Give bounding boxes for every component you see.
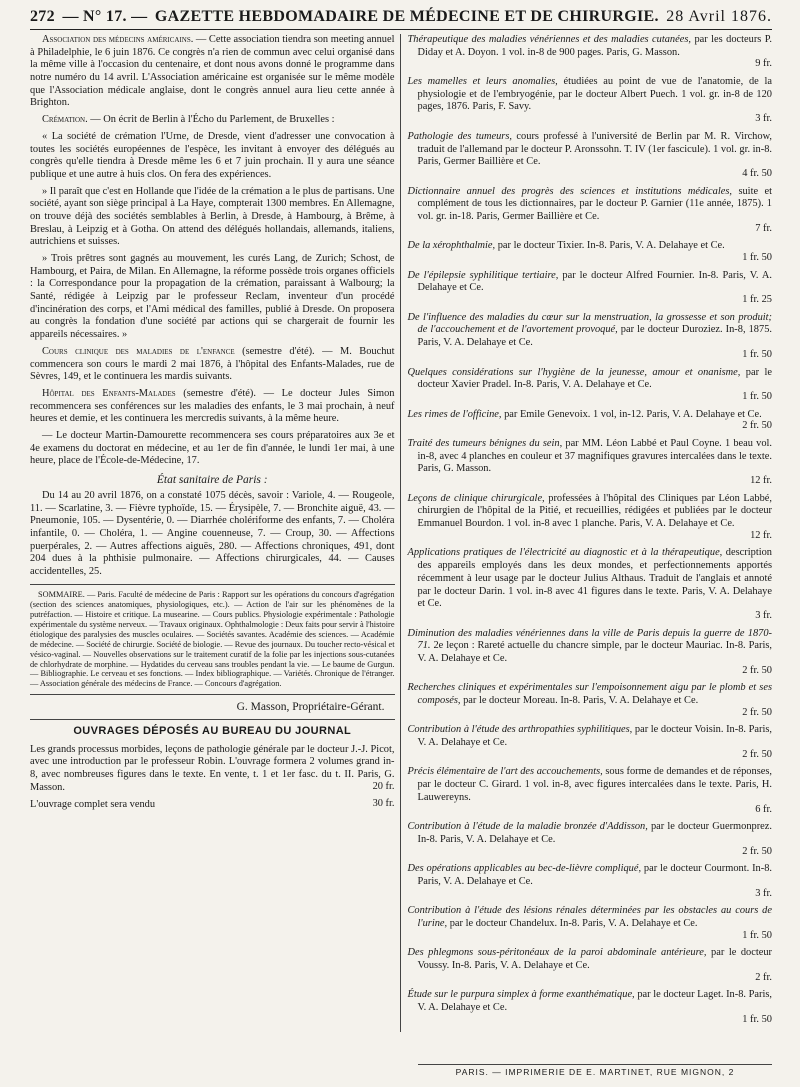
paragraph-etat-sanitaire: Du 14 au 20 avril 1876, on a constaté 1075 décès, savoir : Variole, 4. — Rougeole, 11. — Scarlatine, 3. — Fièvre typhoïde, 15. — Érysipèle, 7. — Bronchite aiguë, 43. — Pneumonie, 105. — Dysentérie, 0. — Diarrhée cholériforme des enfants, 7. — Choléra infantile, 0. — Choléra, 1. — Angine couenneuse, 7. — Croup, 30. — Affections puerpérales, 2. — Autres affections aiguës, 280. — Affections chroniques, 491, dont 204 dues à la phthisie pulmonaire. — Affections chirurgicales, 44. — Causes accidentelles, 25. [30,490,395,578]
book-title: De la xérophthalmie, [407,240,496,252]
paragraph-text: — Le docteur Martin-Damourette recommencera ses cours préparatoires aux 3e et 4e examens du doctorat en médecine, et au 1er de fin d'année, le lundi 1er mai, à une heure, place de l'École-de-Médecine, 17. [30,429,395,467]
book-title: Pathologie des tumeurs, [407,130,512,142]
book-price: 6 fr. [755,803,772,815]
book-price: 2 fr. 50 [742,748,772,760]
book-details: suite et complément de tous les dictionnaires, par le docteur P. Garnier (11e année, 1875). 1 vol. gr. in-18. Paris, Germer Baillière et Ce. [417,185,772,222]
section-lead: Hôpital des Enfants-Malades [42,387,176,399]
book-entry [408,240,773,264]
left-column [30,34,400,1032]
book-price: 12 fr. [750,475,772,486]
book-details: étudiées au point de vue de l'anatomie, de la physiologie et de l'embryogénie, par le docteur Albert Puech. 1 vol. gr. in-8 de 120 pages, 1876. Paris, F. Savy. [417,76,772,113]
issue-number: — N° 17. — [62,8,148,25]
book-title: Thérapeutique des maladies vénériennes et des maladies cutanées, [407,34,691,45]
book-entry [408,947,773,984]
book-price: 2 fr. 50 [742,706,772,718]
book-entry [408,724,773,761]
book-entry [408,682,773,719]
book-title: Applications pratiques de l'électricité au diagnostic et à la thérapeutique, [407,547,723,559]
book-details: par le docteur Guermonprez. In-8. Paris, V. A. Delahaye et Ce. [417,821,772,845]
book-price: 12 fr. [750,529,772,541]
book-details: par le docteur Chandelux. In-8. Paris, V. A. Delahaye et Ce. [447,918,698,929]
book-details: par le docteur Voisin. In-8. Paris, V. A. Delahaye et Ce. [417,724,773,749]
ouvrage-price: 30 fr. [372,797,395,809]
book-entry [408,409,773,433]
ouvrage-entry [30,744,395,795]
sommaire: SOMMAIRE. — Paris. Faculté de médecine de Paris : Rapport sur les opérations du concours d'agrégation (section des sciences anatomiques, physiologiques, etc.). — Action de l'air sur les phénomènes de la putréfaction. — Histoire et critique. La musearine. — Cours publics. Physiologie expérimentale : Pathologie expérimentale du système nerveux. — Travaux originaux. Ophthalmologie : Deux faits pour servir à l'histoire étiologique des paralysies des muscles oculaires. — Sociétés savantes. Académie des sciences. — Académie de médecine. — Société de chirurgie. Société de biologie. — Revue des journaux. Du toucher recto-vésical et vésico-vaginal. — Nouvelles observations sur le traitement curatif de la folie par les injections sous-cutanées de chlorhydrate de morphine. — Hydatides du cerveau sans troubles pendant la vie. — Le baume de Gurgun. — Bibliographie. Le cerveau et ses fonctions. — Index bibliographique. — Variétés. Chronique de l'étranger. — Association générale des médecins de France. — Concours d'agrégation. [30,589,395,689]
book-title: Les mamelles et leurs anomalies, [407,76,558,88]
book-entry [408,547,773,622]
book-entry [408,76,773,126]
ouvrage-text: Les grands processus morbides, leçons de pathologie générale par le docteur J.-J. Picot, avec une introduction par le professeur Robin. L'ouvrage formera 2 volumes grand in-8, avec nombreuses figures dans le texte. En vente, t. 1 et 1er fasc. du t. II. Paris, G. Masson. [30,743,395,793]
paragraph-text: (semestre d'été). — M. Bouchut commencera son cours le mardi 2 mai 1876, à l'hôpital des Enfants-Malades, rue de Sèvres, 149, et le continuera les mardis suivants. [30,345,395,383]
book-details: description des appareils employés dans les deux mondes, et perfectionnements apportés récemment à leur usage par le docteur Julius Althaus. Traduit de l'anglais et annoté par le docteur Darin. 1 vol. in-8 avec 41 figures dans le texte. Paris, V. A. Delahaye et Ce. [417,547,772,610]
section-lead: Cours clinique des maladies de l'enfance [42,345,235,357]
right-column [400,34,773,1032]
book-details: cours professé à l'université de Berlin par M. R. Virchow, traduit de l'allemand par le docteur P. Aronssohn. T. IV (1er fascicule). 1 vol. gr. in-8. Paris, Germer Baillière et Ce. [417,130,772,168]
book-entry [408,312,773,362]
book-entry [408,989,773,1026]
book-details: par MM. Léon Labbé et Paul Coyne. 1 beau vol. in-8, avec 4 planches en couleur et 37 magnifiques gravures intercalées dans le texte. Paris, G. Masson. [417,437,772,475]
ouvrage-entry [30,799,395,812]
book-details: par le docteur Voussy. In-8. Paris, V. A. Delahaye et Ce. [417,947,772,972]
book-details: 2e leçon : Rareté actuelle du chancre simple, par le docteur Mauriac. In-8. Paris, V. A. Delahaye et Ce. [417,640,772,664]
book-price: 1 fr. 50 [742,1013,772,1025]
section-lead: Association des médecins américains. [42,34,194,45]
book-title: Dictionnaire annuel des progrès des sciences et institutions médicales, [407,185,733,197]
book-title: Précis élémentaire de l'art des accouchements, [407,766,603,778]
printer-footer: PARIS. — IMPRIMERIE DE E. MARTINET, RUE MIGNON, 2 [418,1064,772,1077]
paragraph-text: » Il paraît que c'est en Hollande que l'idée de la crémation a le plus de partisans. Une société, ayant son siège principal à La Haye, compterait 1300 membres. En Allemagne, on trouve déjà des sociétés semblables à Berlin, à Dresde, à Hambourg, à Brême, à Breslau, à Leipzig et à Gotha. On attend des délégués hollandais, allemands, italiens, autrichiens et suisses. [30,185,395,248]
book-price: 3 fr. [755,609,772,621]
book-title: Contribution à l'étude des arthropathies syphilitiques, [407,724,633,736]
book-title: Diminution des maladies vénériennes dans la ville de Paris depuis la guerre de 1870-71. [407,627,772,652]
book-title: Des opérations applicables au bec-de-lièvre compliqué, [407,863,642,875]
paragraph-hospital [30,388,395,426]
book-details: par Emile Genevoix. 1 vol, in-12. Paris, V. A. Delahaye et Ce. [501,408,762,420]
book-price: 2 fr. 50 [742,420,772,432]
book-entry [408,863,773,900]
book-title: Contribution à l'étude des lésions rénales déterminées par les obstacles au cours de l'urine, [407,905,772,929]
book-price: 2 fr. [755,971,772,983]
book-details: par le docteur Laget. In-8. Paris, V. A. Delahaye et Ce. [417,989,773,1014]
issue-date: 28 Avril 1876. [666,8,772,25]
paragraph-text: — Cette association tiendra son meeting annuel à Philadelphie, le 6 juin 1876. Ce congrès n'a rien de commun avec celui organisé dans la même ville à l'occasion du centenaire, et dont nous avons donné le programme dans notre numéro du 14 avril. L'Association américaine est organisée sur le même modèle que l'Association médicale anglaise, dont le congrès annuel aura lieu cette année à Brighton. [30,34,395,109]
section-lead: Crémation. [42,114,88,126]
book-title: Quelques considérations sur l'hygiène de la jeunesse, amour et onanisme, [407,366,741,378]
page-number: 272 [30,8,55,25]
book-price: 9 fr. [755,58,772,70]
book-price: 7 fr. [755,222,772,234]
book-details: par le docteur Xavier Pradel. In-8. Paris, V. A. Delahaye et Ce. [417,366,772,391]
book-price: 2 fr. 50 [742,845,772,857]
book-details: professées à l'hôpital des Cliniques par Léon Labbé, chirurgien de l'hôpital de la Pitié, et recueillies, rédigées et publiées par le docteur Emmanuel Bourdon. 1 vol. in-8 avec 1 planche. Paris, V. A. Delahaye et Ce. [417,492,772,530]
book-entry [408,270,773,307]
book-price: 3 fr. [755,113,772,125]
book-price: 3 fr. [755,887,772,899]
signature: G. Masson, Propriétaire-Gérant. [236,701,385,714]
book-price: 1 fr. 25 [742,294,772,306]
book-title: Des phlegmons sous-péritonéaux de la paroi abdominale antérieure, [407,947,707,959]
book-entry [408,367,773,404]
divider [30,584,395,585]
book-title: De l'influence des maladies du cœur sur la menstruation, la grossesse et son produit; de l'accouchement et de l'avortement provoqué, [407,311,772,336]
paragraph-text: (semestre d'été). — Le docteur Jules Simon recommencera ses conférences sur les maladies des enfants, le 3 mai prochain, à neuf heures et demie, et les continuera les mercredis suivants, à la même heure. [30,387,395,425]
paragraph-text: — On écrit de Berlin à l'Écho du Parlement, de Bruxelles : [87,114,335,126]
book-details: par le docteur Tixier. In-8. Paris, V. A. Delahaye et Ce. [495,240,725,252]
book-price: 1 fr. 50 [742,252,772,263]
book-price: 1 fr. 50 [742,348,772,360]
book-details: sous forme de demandes et de réponses, par le docteur C. Girard. 1 vol. in-8, avec figures intercalées dans le texte. Paris, H. Lauwereyns. [417,766,772,803]
book-details: par le docteur Moreau. In-8. Paris, V. A. Delahaye et Ce. [460,695,699,706]
book-title: Traité des tumeurs bénignes du sein, [407,437,563,449]
book-details: par les docteurs P. Diday et A. Doyon. 1 vol. in-8 de 900 pages. Paris, G. Masson. [417,34,772,58]
ouvrage-text: L'ouvrage complet sera vendu [30,798,156,810]
ouvrages-title: OUVRAGES DÉPOSÉS AU BUREAU DU JOURNAL [73,725,352,738]
book-entry [408,186,773,236]
divider [30,694,395,695]
book-title: De l'épilepsie syphilitique tertiaire, [407,269,559,281]
paragraph-text: « La société de crémation l'Urne, de Dresde, vient d'adresser une convocation à toutes les sociétés européennes de l'espèce, les invitant à envoyer des délégués au congrès qu'elle tiendra à Dresde même les 6 et 7 juin prochain. Il y aura une séance publique et une autre à huis clos. On fera des expériences. [30,130,395,180]
book-details: par le docteur Duroziez. In-8, 1875. Paris, V. A. Delahaye et Ce. [417,324,772,349]
book-entry [408,766,773,816]
book-title: Contribution à l'étude de la maladie bronzée d'Addisson, [407,821,648,833]
divider [30,719,395,720]
section-title-etat-sanitaire: État sanitaire de Paris : [156,474,268,486]
paragraph-text: » Trois prêtres sont gagnés au mouvement, les curés Lang, de Zurich; Schost, de Hambourg, et Paira, de Milan. En Allemagne, la réforme possède trois organes officiels : la Correspondance pour la propagation de la crémation, paraissant à Walbourg; la Santé, rédigée à Leipzig par le professeur Reclam, inventeur d'un procédé d'incinération des corps, et l'Ami médical des familles, publié à Dresde. On proposera au congrès la fondation d'une société par actions qui se chargerait de fournir les appareils nécessaires. » [30,253,395,341]
book-entry [408,493,773,543]
book-price: 1 fr. 50 [742,390,772,402]
book-title: Leçons de clinique chirurgicale, [407,492,545,504]
paragraph-cremation [30,114,395,127]
book-title: Étude sur le purpura simplex à forme exanthématique, [407,989,635,1001]
journal-title: GAZETTE HEBDOMADAIRE DE MÉDECINE ET DE CHIRURGIE. [154,8,659,25]
book-price: 1 fr. 50 [742,929,772,941]
paragraph-course-children [30,346,395,384]
book-title: Les rimes de l'officine, [407,408,502,420]
book-details: par le docteur Courmont. In-8. Paris, V. A. Delahaye et Ce. [417,863,772,887]
book-entry [408,34,773,71]
book-entry [408,905,773,942]
book-details: par le docteur Alfred Fournier. In-8. Paris, V. A. Delahaye et Ce. [417,269,772,294]
book-entry [408,131,773,181]
book-title: Recherches cliniques et expérimentales sur l'empoisonnement aigu par le plomb et ses composés, [407,682,772,706]
page-header [30,8,772,30]
book-entry [408,438,773,488]
ouvrage-price: 20 fr. [372,780,395,792]
book-entry [408,821,773,858]
book-price: 2 fr. 50 [742,664,772,676]
paragraph-american-association [30,34,395,110]
book-entry [408,628,773,678]
book-price: 4 fr. 50 [742,167,772,179]
